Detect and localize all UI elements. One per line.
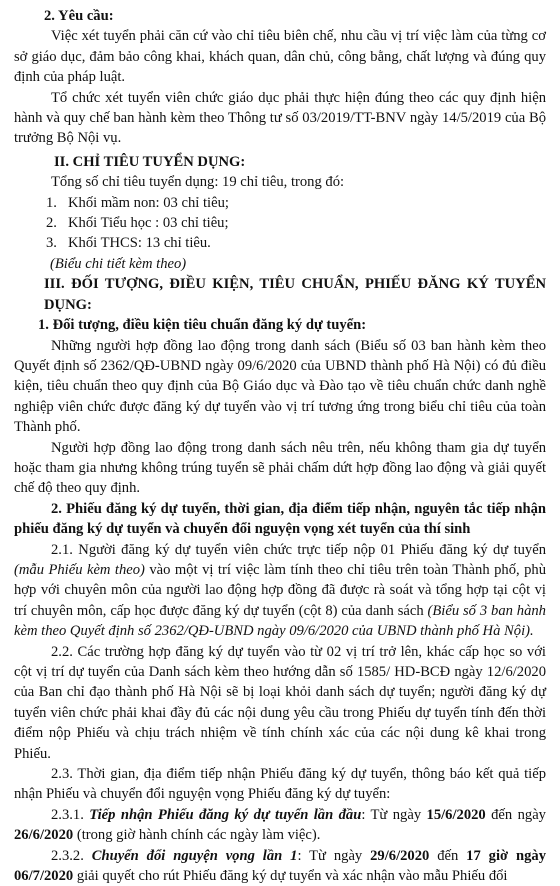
paragraph-2-1-form-note: (mẫu Phiếu kèm theo) [14,561,145,578]
list-item [46,233,546,253]
paragraph-2-3-2-number: 2.3.2. [51,847,92,864]
requirements-paragraph-1: Việc xét tuyển phải căn cứ vào chỉ tiêu biên chế, nhu cầu vị trí việc làm của từng cơ sở giáo dục, đảm bảo công khai, khách quan, dân chủ, công bằng, chất lượng và đúng quy định của pháp luật. [14,28,546,86]
list-item-number: 2. [46,215,57,232]
paragraph-2-3-1-from: : Từ ngày [361,806,427,823]
paragraph-2-3-1-number: 2.3.1. [51,806,90,823]
paragraph-2-3-2-title: Chuyển đổi nguyện vọng lần 1 [91,847,298,864]
paragraph-2-3-2-start-date: 29/6/2020 [370,847,430,864]
section3-sub1-paragraph-1: Những người hợp đồng lao động trong danh sách (Biểu số 03 ban hành kèm theo Quyết định số 2362/QĐ-UBND ngày 09/6/2020 của UBND thành phố Hà Nội) có đủ điều kiện, tiêu chuẩn theo quy định của Bộ Giáo dục và Đào tạo về tiêu chuẩn chức danh nghề nghiệp viên chức được đăng ký dự tuyển vào vị trí tương ứng trong biểu chỉ tiêu của toàn Thành phố. [14,337,546,436]
paragraph-2-2: 2.2. Các trường hợp đăng ký dự tuyển vào từ 02 vị trí trở lên, khác cấp học so với cột vị trí dự tuyển của Danh sách kèm theo hướng dẫn số 1585/ HD-BCĐ ngày 12/6/2020 của Ban chỉ đạo thành phố Hà Nội sẽ bị loại khỏi danh sách dự tuyển; người đăng ký dự tuyển viên chức phải khai đầy đủ các nội dung yêu cầu trong Phiếu dự tuyển tính đến thời điểm nộp Phiếu và chịu trách nhiệm về tính chính xác của các nội dung kê khai trong Phiếu. [14,643,546,762]
paragraph-2-3-1 [14,805,546,846]
quota-note: (Biểu chi tiết kèm theo) [50,255,187,272]
paragraph-2-3-1-title: Tiếp nhận Phiếu đăng ký dự tuyển lần đầu [89,806,362,823]
list-item-text: Khối Tiểu học : 03 chỉ tiêu; [68,215,229,232]
paragraph-2-1-part-a: 2.1. Người đăng ký dự tuyển viên chức trực tiếp nộp 01 Phiếu đăng ký dự tuyển [51,541,546,558]
list-item-number: 3. [46,235,57,252]
section3-sub1-heading: 1. Đối tượng, điều kiện tiêu chuẩn đăng ký dự tuyển: [38,317,367,334]
list-item [46,193,546,213]
paragraph-2-1 [14,540,546,642]
paragraph-2-3: 2.3. Thời gian, địa điểm tiếp nhận Phiếu đăng ký dự tuyển, thông báo kết quả tiếp nhận Phiếu và chuyển đổi nguyện vọng Phiếu đăng ký dự tuyển: [14,766,546,803]
paragraph-2-1-reference: (Biểu số 3 ban hành kèm theo Quyết định số 2362/QĐ-UBND ngày 09/6/2020 của UBND thành phố Hà Nội). [14,602,546,640]
paragraph-2-3-2-end-date: 17 giờ ngày 06/7/2020 [14,847,546,885]
list-item-text: Khối mầm non: 03 chỉ tiêu; [68,194,229,211]
paragraph-2-3-1-end-date: 26/6/2020 [14,827,74,844]
quota-intro: Tổng số chỉ tiêu tuyển dụng: 19 chỉ tiêu, trong đó: [51,174,345,191]
section3-sub1-paragraph-2: Người hợp đồng lao động trong danh sách nêu trên, nếu không tham gia dự tuyển hoặc tham gia nhưng không trúng tuyển sẽ phải chấm dứt hợp đồng lao động và giải quyết chế độ theo quy định. [14,439,546,497]
quota-heading: II. CHỈ TIÊU TUYỂN DỤNG: [54,153,246,170]
quota-list [14,193,546,254]
paragraph-2-3-1-hours: (trong giờ hành chính các ngày làm việc). [73,827,321,844]
list-item [46,213,546,233]
paragraph-2-3-2 [14,846,546,886]
requirements-heading: 2. Yêu cầu: [44,8,114,24]
list-item-number: 1. [46,194,57,211]
paragraph-2-3-2-text: giải quyết cho rút Phiếu đăng ký dự tuyển và xác nhận vào mẫu Phiếu đổi [73,868,508,885]
paragraph-2-1-part-c: vào một vị trí việc làm tính theo chỉ tiêu trên toàn Thành phố, phù hợp với chuyên môn của người lao động hợp đồng đã được rà soát và tổng hợp tại cột vị trí chuyên môn, cấp học được đăng ký dự tuyển (cột 8) của danh sách [14,561,546,619]
list-item-text: Khối THCS: 13 chỉ tiêu. [68,235,211,252]
section3-heading: III. ĐỐI TƯỢNG, ĐIỀU KIỆN, TIÊU CHUẨN, PHIẾU ĐĂNG KÝ TUYỂN DỤNG: [44,276,546,313]
paragraph-2-3-1-start-date: 15/6/2020 [426,806,486,823]
paragraph-2-3-1-to: đến ngày [485,806,546,823]
requirements-paragraph-2: Tổ chức xét tuyển viên chức giáo dục phải thực hiện đúng theo các quy định hiện hành và quy chế ban hành kèm theo Thông tư số 03/2019/TT-BNV ngày 14/5/2019 của Bộ trưởng Bộ Nội vụ. [14,89,546,147]
paragraph-2-3-2-from: : Từ ngày [297,847,371,864]
paragraph-2-3-2-to: đến [429,847,467,864]
section3-sub2-heading: 2. Phiếu đăng ký dự tuyển, thời gian, địa điểm tiếp nhận, nguyên tắc tiếp nhận phiếu đăng ký dự tuyển và chuyển đổi nguyện vọng xét tuyển của thí sinh [14,500,546,538]
